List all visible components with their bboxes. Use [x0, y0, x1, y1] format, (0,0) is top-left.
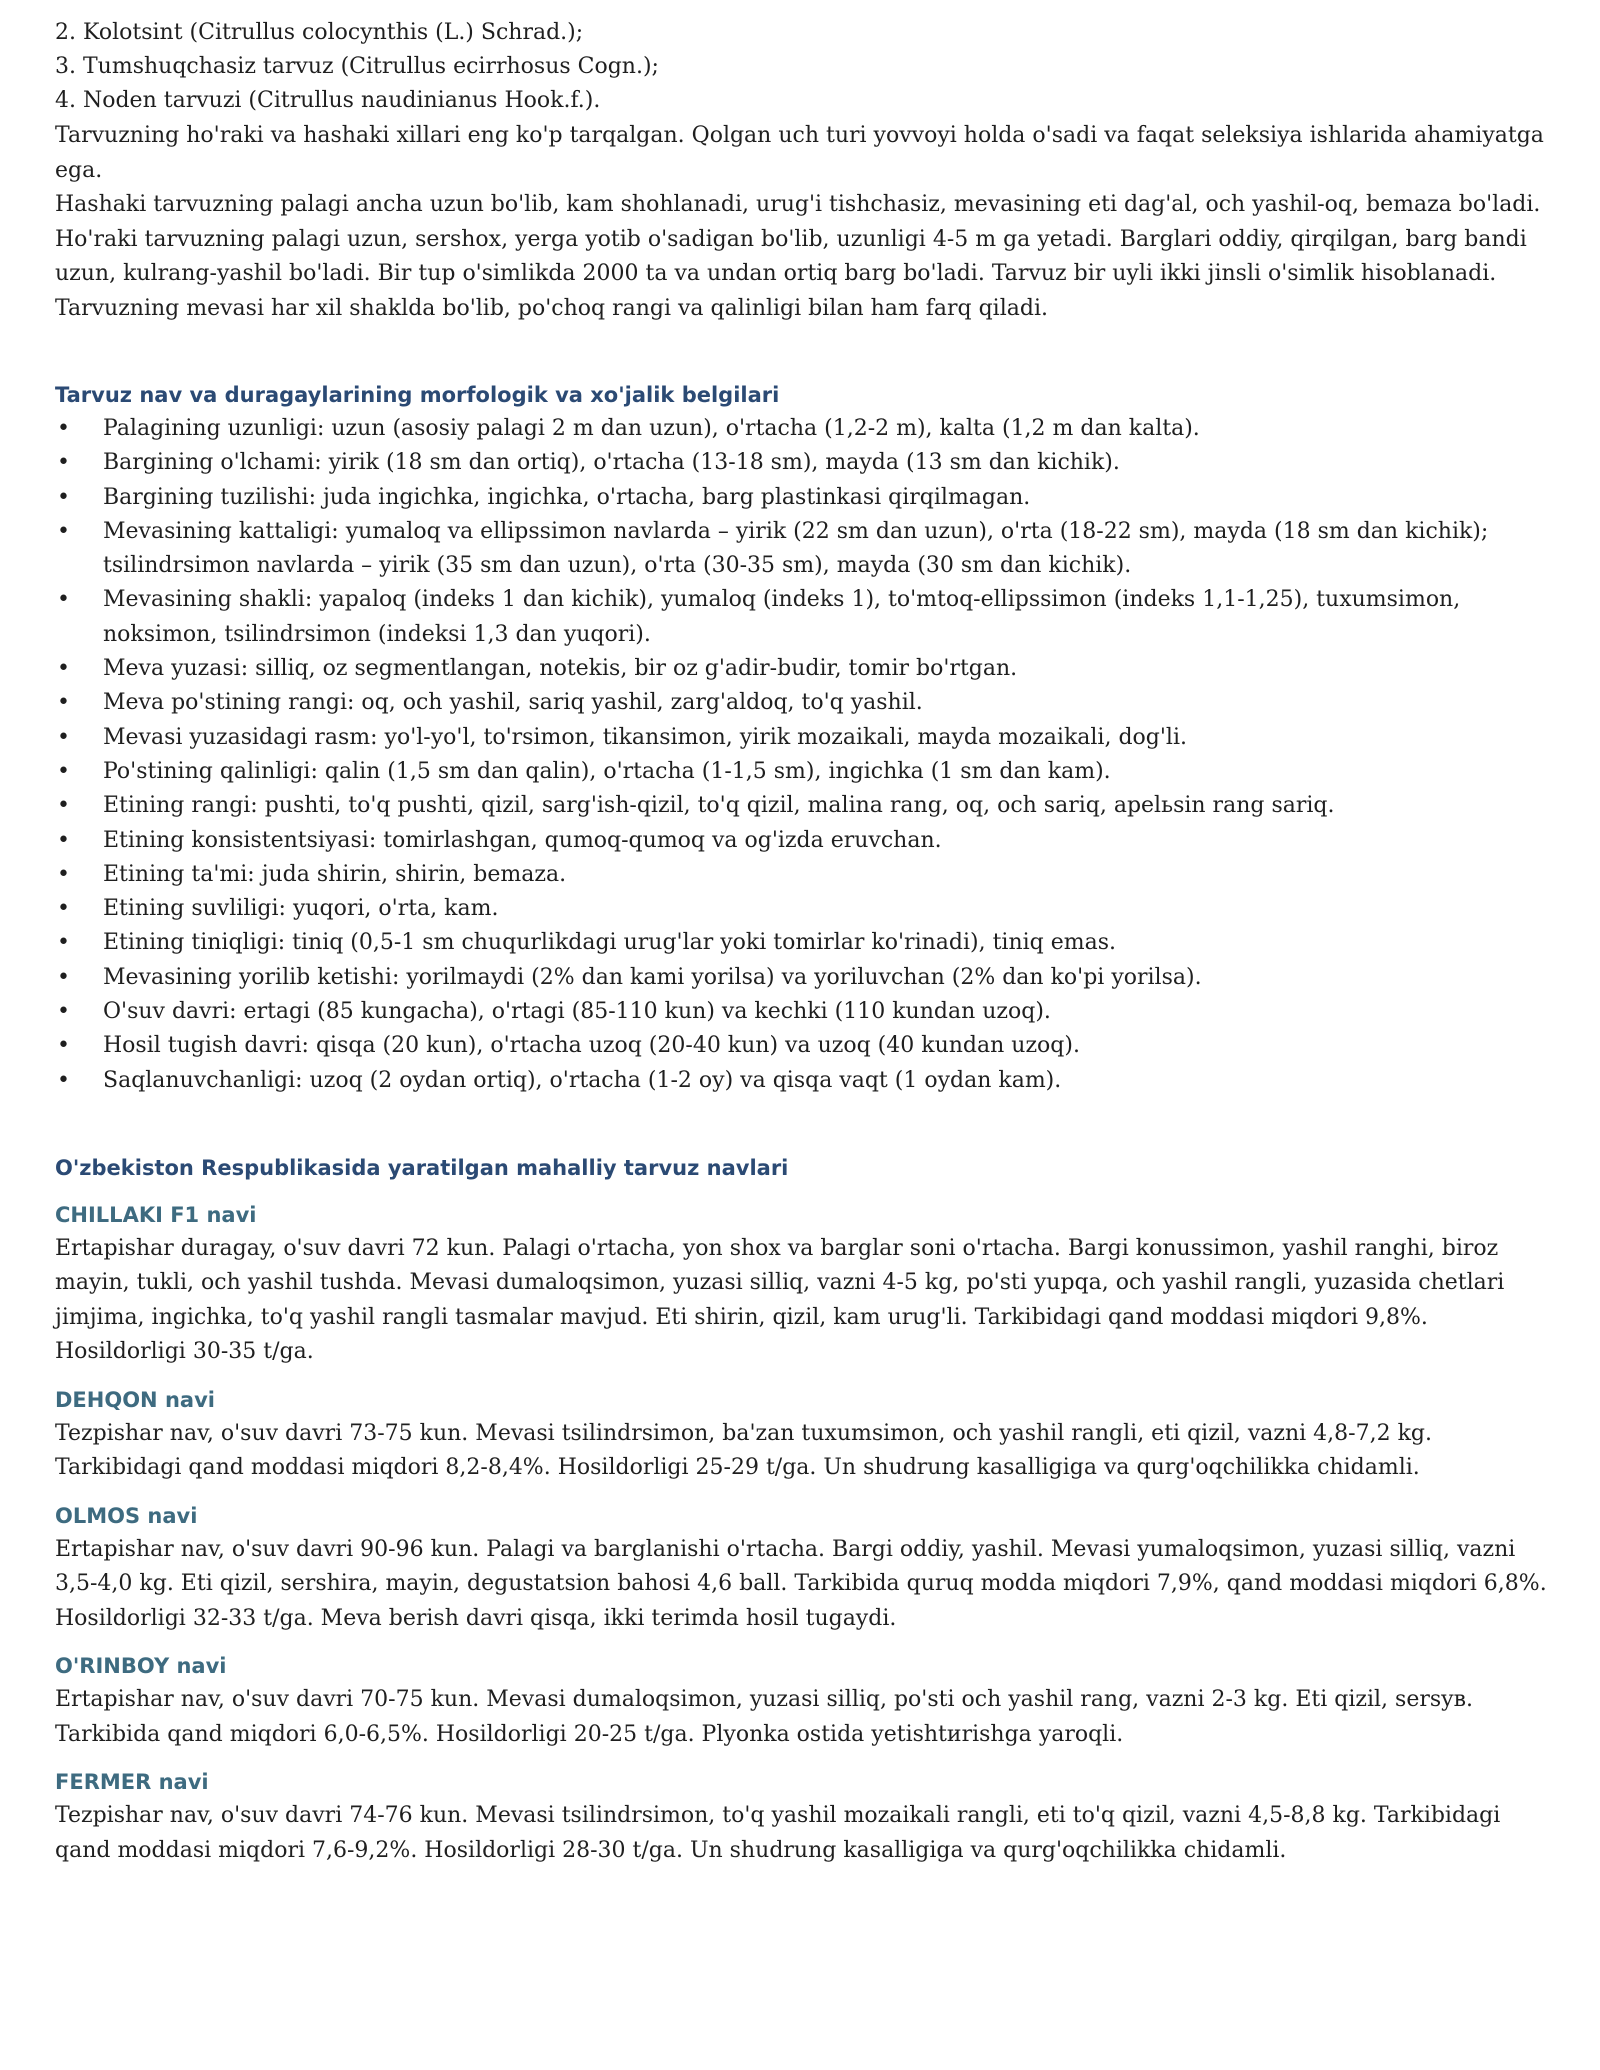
- list-item: [55, 1064, 1555, 1098]
- variety-name: CHILLAKI F1 navi: [55, 1202, 257, 1227]
- list-item-text: Mevasining kattaligi: yumaloq va ellipssimon navlarda – yirik (22 sm dan uzun), o'rta (18-22 sm), mayda (18 sm dan kichik); tsilindrsimon navlarda – yirik (35 sm dan uzun), o'rta (30-35 sm), mayda (30 sm dan kichik).: [103, 518, 1489, 579]
- bullet-icon: •: [57, 896, 70, 922]
- bullet-icon: •: [57, 861, 70, 887]
- list-item-text: Meva po'stining rangi: oq, och yashil, sariq yashil, zarg'aldoq, to'q yashil.: [103, 690, 923, 716]
- list-item-text: Palagining uzunligi: uzun (asosiy palagi 2 m dan uzun), o'rtacha (1,2-2 m), kalta (1,2 m dan kalta).: [103, 416, 1200, 441]
- list-item: [55, 412, 1555, 446]
- species-list-item: 4. Noden tarvuzi (Citrullus naudinianus Hook.f.).: [55, 88, 601, 113]
- variety-name: FERMER navi: [55, 1770, 209, 1795]
- bullet-icon: •: [57, 518, 70, 544]
- list-item-text: Mevasi yuzasidagi rasm: yo'l-yo'l, to'rsimon, tikansimon, yirik mozaikali, mayda mozaikali, dog'li.: [103, 724, 1187, 750]
- list-item-text: O'suv davri: ertagi (85 kungacha), o'rtagi (85-110 kun) va kechki (110 kundan uzoq).: [103, 999, 1051, 1025]
- varieties-heading: O'zbekiston Respublikasida yaratilgan mahalliy tarvuz navlari: [55, 1155, 789, 1180]
- list-item: [55, 515, 1555, 584]
- intro-paragraph: Ho'raki tarvuzning palagi uzun, sershox, yerga yotib o'sadigan bo'lib, uzunligi 4-5 m ga yetadi. Barglari oddiy, qirqilgan, barg bandi uzun, kulrang-yashil bo'ladi. Bir tup o'simlikda 2000 ta va undan ortiq barg bo'ladi. Tarvuz bir uyli ikki jinsli o'simlik hisoblanadi. Tarvuzning mevasi har xil shaklda bo'lib, po'choq rangi va qalinligi bilan ham farq qiladi.: [55, 226, 1527, 321]
- variety-name: O'RINBOY navi: [55, 1654, 227, 1679]
- list-item: [55, 824, 1555, 858]
- bullet-icon: •: [57, 793, 70, 819]
- list-item-text: Bargining tuzilishi: juda ingichka, ingichka, o'rtacha, barg plastinkasi qirqilmagan.: [103, 484, 1031, 510]
- species-list-item: 3. Tumshuqchasiz tarvuz (Citrullus ecirrhosus Cogn.);: [55, 54, 659, 79]
- bullet-icon: •: [57, 690, 70, 716]
- intro-paragraph: Hashaki tarvuzning palagi ancha uzun bo'lib, kam shohlanadi, urug'i tishchasiz, mevasining eti dag'al, och yashil-oq, bemaza bo'ladi.: [55, 192, 1541, 217]
- bullet-icon: •: [57, 484, 70, 510]
- variety-name: DEHQON navi: [55, 1387, 215, 1412]
- bullet-icon: •: [57, 656, 70, 682]
- morphology-list: [55, 412, 1555, 1098]
- list-item: [55, 755, 1555, 789]
- variety-description: Ertapishar nav, o'suv davri 90-96 kun. Palagi va barglanishi o'rtacha. Bargi oddiy, yashil. Mevasi yumaloqsimon, yuzasi silliq, vazni 3,5-4,0 kg. Eti qizil, sershira, mayin, degustatsion bahosi 4,6 ball. Tarkibida quruq modda miqdori 7,9%, qand moddasi miqdori 6,8%. Hosildorligi 32-33 t/ga. Meva berish davri qisqa, ikki terimda hosil tugaydi.: [55, 1536, 1547, 1631]
- list-item: [55, 961, 1555, 995]
- species-list-item: 2. Kolotsint (Citrullus colocynthis (L.) Schrad.);: [55, 20, 584, 45]
- bullet-icon: •: [57, 450, 70, 476]
- list-item: [55, 652, 1555, 686]
- list-item-text: Etining ta'mi: juda shirin, shirin, bemaza.: [103, 861, 567, 887]
- list-item-text: Hosil tugish davri: qisqa (20 kun), o'rtacha uzoq (20-40 kun) va uzoq (40 kundan uzoq).: [103, 1033, 1080, 1059]
- list-item: [55, 721, 1555, 755]
- list-item-text: Etining suvliligi: yuqori, o'rta, kam.: [103, 896, 499, 922]
- list-item: [55, 892, 1555, 926]
- bullet-icon: •: [57, 1033, 70, 1059]
- list-item-text: Bargining o'lchami: yirik (18 sm dan ortiq), o'rtacha (13-18 sm), mayda (13 sm dan kichik).: [103, 450, 1120, 476]
- list-item-text: Etining rangi: pushti, to'q pushti, qizil, sarg'ish-qizil, to'q qizil, malina rang, oq, och sariq, apelьsin rang sariq.: [103, 793, 1335, 819]
- list-item-text: Mevasining shakli: yapaloq (indeks 1 dan kichik), yumaloq (indeks 1), to'mtoq-ellipssimon (indeks 1,1-1,25), tuxumsimon, noksimon, tsilindrsimon (indeksi 1,3 dan yuqori).: [103, 587, 1461, 647]
- bullet-icon: •: [57, 1067, 70, 1093]
- bullet-icon: •: [57, 416, 70, 441]
- bullet-icon: •: [57, 587, 70, 613]
- list-item: [55, 995, 1555, 1029]
- variety-description: Tezpishar nav, o'suv davri 74-76 kun. Mevasi tsilindrsimon, to'q yashil mozaikali rangli, eti to'q qizil, vazni 4,5-8,8 kg. Tarkibidagi qand moddasi miqdori 7,6-9,2%. Hosildorligi 28-30 t/ga. Un shudrung kasalligiga va qurg'oqchilikka chidamli.: [55, 1803, 1501, 1863]
- bullet-icon: •: [57, 758, 70, 784]
- list-item: [55, 926, 1555, 960]
- list-item-text: Meva yuzasi: silliq, oz segmentlangan, notekis, bir oz g'adir-budir, tomir bo'rtgan.: [103, 656, 1018, 682]
- bullet-icon: •: [57, 964, 70, 990]
- bullet-icon: •: [57, 999, 70, 1025]
- list-item: [55, 446, 1555, 480]
- variety-description: Ertapishar nav, o'suv davri 70-75 kun. Mevasi dumaloqsimon, yuzasi silliq, po'sti och yashil rang, vazni 2-3 kg. Eti qizil, sersyв. Tarkibida qand miqdori 6,0-6,5%. Hosildorligi 20-25 t/ga. Plyonka ostida yetishtиrishga yaroqli.: [55, 1687, 1473, 1747]
- list-item: [55, 583, 1555, 652]
- list-item: [55, 1029, 1555, 1063]
- morphology-heading: Tarvuz nav va duragaylarining morfologik va xo'jalik belgilari: [55, 383, 780, 407]
- list-item: [55, 686, 1555, 720]
- list-item-text: Etining tiniqligi: tiniq (0,5-1 sm chuqurlikdagi urug'lar yoki tomirlar ko'rinadi), tiniq emas.: [103, 930, 1117, 956]
- list-item-text: Po'stining qalinligi: qalin (1,5 sm dan qalin), o'rtacha (1-1,5 sm), ingichka (1 sm dan kam).: [103, 758, 1111, 784]
- bullet-icon: •: [57, 930, 70, 956]
- list-item: [55, 481, 1555, 515]
- list-item: [55, 789, 1555, 823]
- bullet-icon: •: [57, 724, 70, 750]
- document-page: [55, 16, 1555, 1868]
- variety-description: Tezpishar nav, o'suv davri 73-75 kun. Mevasi tsilindrsimon, ba'zan tuxumsimon, och yashil rangli, eti qizil, vazni 4,8-7,2 kg. Tarkibidagi qand moddasi miqdori 8,2-8,4%. Hosildorligi 25-29 t/ga. Un shudrung kasalligiga va qurg'oqchilikka chidamli.: [55, 1420, 1432, 1481]
- intro-paragraph: Tarvuzning ho'raki va hashaki xillari eng ko'p tarqalgan. Qolgan uch turi yovvoyi holda o'sadi va faqat seleksiya ishlarida ahamiyatga ega.: [55, 123, 1544, 183]
- variety-name: OLMOS navi: [55, 1503, 198, 1528]
- list-item-text: Etining konsistentsiyasi: tomirlashgan, qumoq-qumoq va og'izda eruvchan.: [103, 827, 942, 853]
- list-item-text: Mevasining yorilib ketishi: yorilmaydi (2% dan kami yorilsa) va yoriluvchan (2% dan ko'pi yorilsa).: [103, 964, 1202, 990]
- bullet-icon: •: [57, 827, 70, 853]
- list-item-text: Saqlanuvchanligi: uzoq (2 oydan ortiq), o'rtacha (1-2 oy) va qisqa vaqt (1 oydan kam).: [103, 1067, 1062, 1093]
- list-item: [55, 858, 1555, 892]
- variety-description: Ertapishar duragay, o'suv davri 72 kun. Palagi o'rtacha, yon shox va barglar soni o'rtacha. Bargi konussimon, yashil ranghi, biroz mayin, tukli, och yashil tushda. Mevasi dumaloqsimon, yuzasi silliq, vazni 4-5 kg, po'sti yupqa, och yashil rangli, yuzasida chetlari jimjima, ingichka, to'q yashil rangli tasmalar mavjud. Eti shirin, qizil, kam urug'li. Tarkibidagi qand moddasi miqdori 9,8%. Hosildorligi 30-35 t/ga.: [55, 1235, 1505, 1365]
